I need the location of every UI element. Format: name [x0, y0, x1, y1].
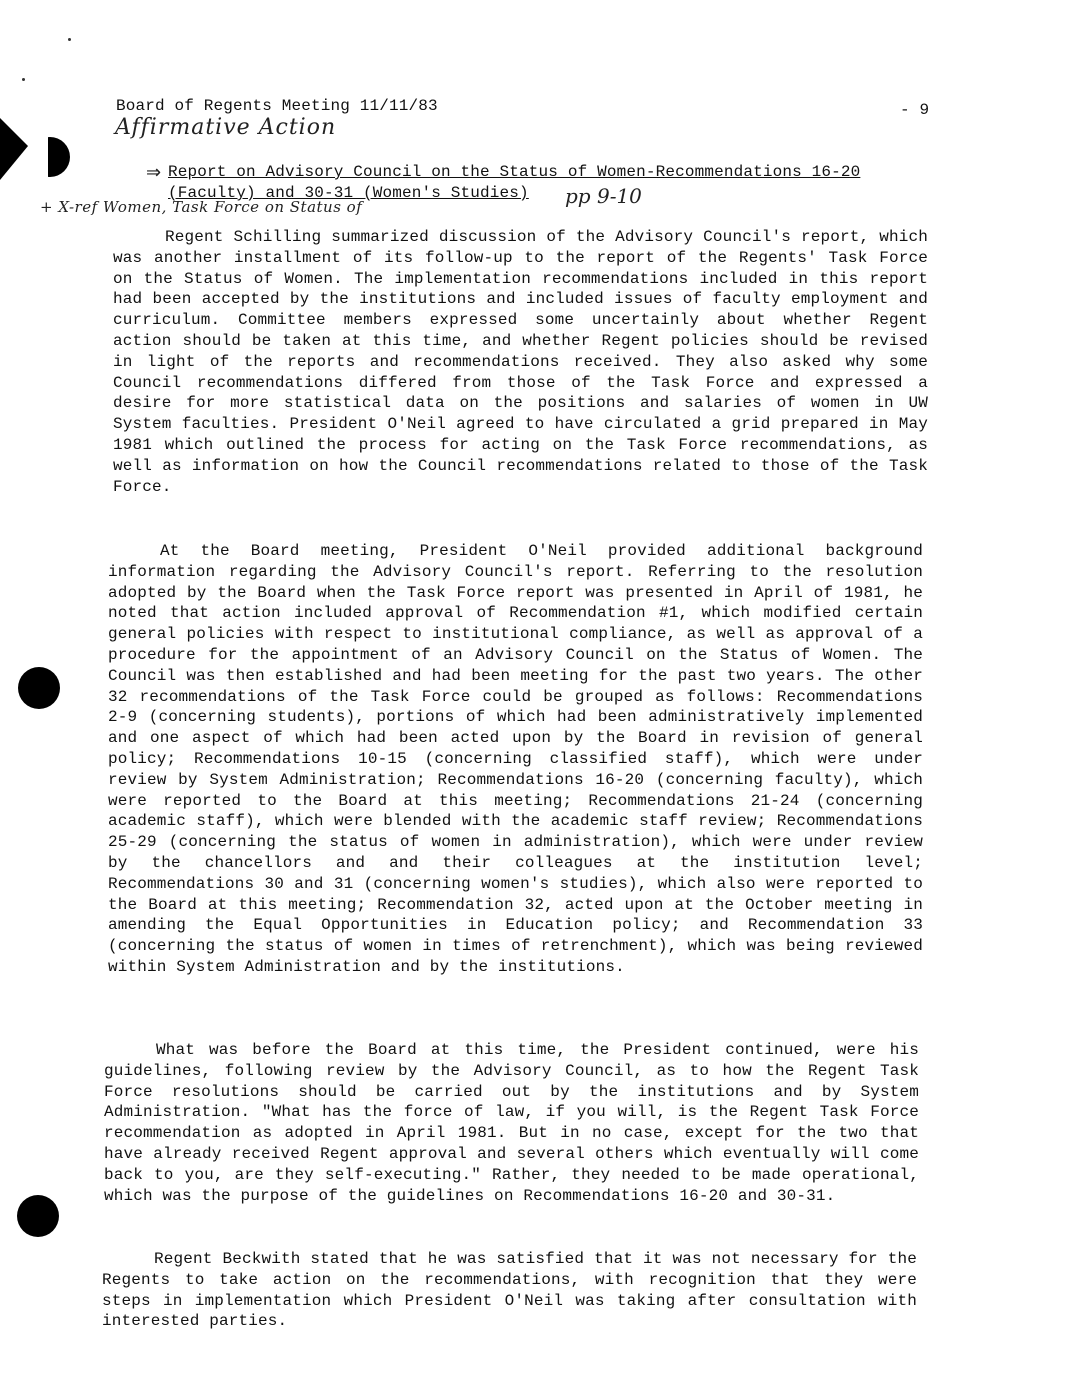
handwritten-arrow-mark: ⇒ [146, 162, 162, 183]
binder-clip-mark [0, 118, 28, 180]
paragraph-oneil-background: At the Board meeting, President O'Neil provided additional background information regarding the Advisory Council's report. Referring to the resolution adopted by the Board when the Task Force report was presented in April of 1981, he noted that action included approval of Recommendation #1, which modified certain general policies with respect to institutional compliance, as well as approval of a procedure for the appointment of an Advisory Council on the Status of Women. The Council was then established and had been meeting for the past two years. The other 32 recommendations of the Task Force could be grouped as follows: Recommendations 2-9 (concerning students), portions of which had been administratively implemented and one aspect of which had been acted upon by the Board in revision of general policy; Recommendations 10-15 (concerning classified staff), which were under review by System Administration; Recommendations 16-20 (concerning faculty), which were reported to the Board at this meeting; Recommendations 21-24 (concerning academic staff), which were blended with the academic staff review; Recommendations 25-29 (concerning the status of women in administration), which were under review by the chancellors and and their colleagues at the institution level; Recommendations 30 and 31 (concerning women's studies), which also were reported to the Board at this meeting; Recommendation 32, acted upon at the October meeting in amending the Equal Opportunities in Education policy; and Recommendation 33 (concerning the status of women in times of retrenchment), which was being reviewed within System Administration and by the institutions. [108, 542, 923, 976]
meeting-header: Board of Regents Meeting 11/11/83 [116, 97, 438, 115]
punch-hole-top [30, 137, 70, 177]
handwritten-page-ref: pp 9-10 [565, 184, 642, 208]
page-number: - 9 [900, 101, 930, 119]
punch-hole-bottom [17, 1195, 59, 1237]
handwritten-topic-note: Affirmative Action [115, 115, 337, 140]
scan-speck [68, 38, 71, 41]
punch-hole-middle [18, 667, 60, 709]
scan-speck [22, 78, 25, 81]
paragraph-schilling-summary: Regent Schilling summarized discussion of the Advisory Council's report, which was another installment of its follow-up to the report of the Regents' Task Force on the Status of Women. The implementation recommendations included in this report had been accepted by the institutions and included issues of faculty employment and curriculum. Committee members expressed some uncertainly about whether Regent action should be taken at this time, and whether Regent policies should be revised in light of the reports and recommendations received. They also asked why some Council recommendations differed from those of the Task Force and expressed a desire for more statistical data on the positions and salaries of women in UW System faculties. President O'Neil agreed to have circulated a grid prepared in May 1981 which outlined the process for acting on the Task Force recommendations, as well as information on how the Council recommendations related to those of the Task Force. [113, 228, 928, 496]
paragraph-president-guidelines: What was before the Board at this time, the President continued, were his guidelines, following review by the Advisory Council, as to how the Regent Task Force resolutions should be carried out by the institutions and by System Administration. "What has the force of law, if you will, is the Regent Task Force recommendation as adopted in April 1981. But in no case, except for the two that have already received Regent approval and several others which eventually will come back to you, are they self-executing." Rather, they needed to be made operational, which was the purpose of the guidelines on Recommendations 16-20 and 30-31. [104, 1041, 919, 1205]
paragraph-beckwith-statement: Regent Beckwith stated that he was satisfied that it was not necessary for the Regents to take action on the recommendations, with recognition that they were steps in implementation which President O'Neil was taking after consultation with interested parties. [102, 1250, 917, 1331]
handwritten-cross-reference: + X-ref Women, Task Force on Status of [40, 198, 363, 216]
section-title: Report on Advisory Council on the Status of Women-Recommendations 16-20 (Faculty) and 30-31 (Women's Studies) [168, 163, 861, 202]
